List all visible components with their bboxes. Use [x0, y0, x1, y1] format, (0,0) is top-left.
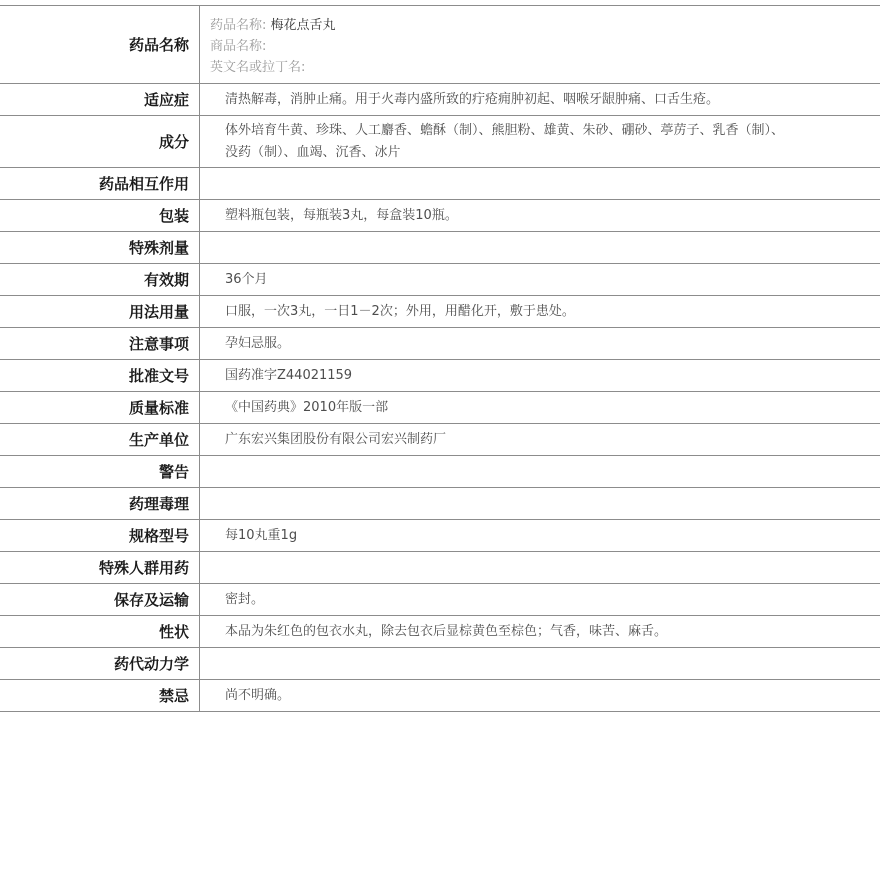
- row-value: 本品为朱红色的包衣水丸，除去包衣后显棕黄色至棕色；气香，味苦、麻舌。: [225, 623, 668, 639]
- row-label: 性状: [0, 616, 200, 647]
- row-label: 有效期: [0, 264, 200, 295]
- table-row-storage: [0, 584, 880, 616]
- row-label: 警告: [0, 456, 200, 487]
- table-row-appearance: [0, 616, 880, 648]
- table-row-warning: [0, 456, 880, 488]
- table-row-manufacturer: [0, 424, 880, 456]
- table-row-specification: [0, 520, 880, 552]
- table-row-packaging: [0, 200, 880, 232]
- english-name-line: [210, 57, 305, 78]
- row-value: 密封。: [225, 591, 265, 607]
- generic-name-line: [210, 15, 336, 36]
- row-label: 生产单位: [0, 424, 200, 455]
- row-value: 口服，一次3丸，一日1－2次；外用，用醋化开，敷于患处。: [225, 303, 575, 319]
- row-value: 广东宏兴集团股份有限公司宏兴制药厂: [225, 431, 447, 447]
- table-row-dosage: [0, 296, 880, 328]
- row-value: 清热解毒，消肿止痛。用于火毒内盛所致的疔疮痈肿初起、咽喉牙龈肿痛、口舌生疮。: [225, 91, 720, 107]
- table-row-pharmacology: [0, 488, 880, 520]
- table-row-pharmacokinetics: [0, 648, 880, 680]
- row-label: 药品相互作用: [0, 168, 200, 199]
- row-label: 批准文号: [0, 360, 200, 391]
- table-row-drug-name: [0, 6, 880, 84]
- table-row-interactions: [0, 168, 880, 200]
- row-label: 特殊人群用药: [0, 552, 200, 583]
- table-row-ingredients: [0, 116, 880, 168]
- row-label: 注意事项: [0, 328, 200, 359]
- row-value: 每10丸重1g: [225, 527, 298, 543]
- row-label: 成分: [0, 116, 200, 167]
- row-label: 适应症: [0, 84, 200, 115]
- row-value: [200, 648, 880, 679]
- trade-name-line: [210, 36, 266, 57]
- row-value: 体外培育牛黄、珍珠、人工麝香、蟾酥（制）、熊胆粉、雄黄、朱砂、硼砂、葶苈子、乳香（制）、没药（制）、血竭、沉香、冰片: [225, 123, 785, 160]
- table-row-special-populations: [0, 552, 880, 584]
- row-label: 药代动力学: [0, 648, 200, 679]
- row-label: 质量标准: [0, 392, 200, 423]
- row-label: 禁忌: [0, 680, 200, 711]
- table-row-approval-number: [0, 360, 880, 392]
- table-row-shelf-life: [0, 264, 880, 296]
- row-value: [200, 168, 880, 199]
- table-row-special-dosage: [0, 232, 880, 264]
- row-label: 特殊剂量: [0, 232, 200, 263]
- row-value: 《中国药典》2010年版一部: [225, 399, 389, 415]
- trade-name-key: 商品名称:: [210, 39, 267, 54]
- row-label: 包装: [0, 200, 200, 231]
- row-label: 药理毒理: [0, 488, 200, 519]
- row-value: [200, 456, 880, 487]
- english-name-key: 英文名或拉丁名:: [210, 60, 306, 75]
- table-row-indications: [0, 84, 880, 116]
- table-row-quality-standard: [0, 392, 880, 424]
- generic-name-value: 梅花点舌丸: [270, 18, 336, 33]
- table-row-contraindications: [0, 680, 880, 712]
- row-value: [200, 488, 880, 519]
- row-label: 用法用量: [0, 296, 200, 327]
- generic-name-key: 药品名称:: [210, 18, 267, 33]
- table-row-precautions: [0, 328, 880, 360]
- row-value: 36个月: [225, 271, 268, 287]
- row-label: 药品名称: [0, 6, 200, 83]
- row-value: [200, 232, 880, 263]
- row-value: 孕妇忌服。: [225, 335, 291, 351]
- row-value: 国药准字Z44021159: [225, 367, 353, 383]
- row-value: 尚不明确。: [225, 687, 291, 703]
- row-label: 保存及运输: [0, 584, 200, 615]
- row-value: [200, 552, 880, 583]
- drug-info-table: [0, 5, 880, 712]
- row-value: 塑料瓶包装，每瓶装3丸，每盒装10瓶。: [225, 207, 458, 223]
- drug-name-cell: [200, 6, 880, 83]
- row-label: 规格型号: [0, 520, 200, 551]
